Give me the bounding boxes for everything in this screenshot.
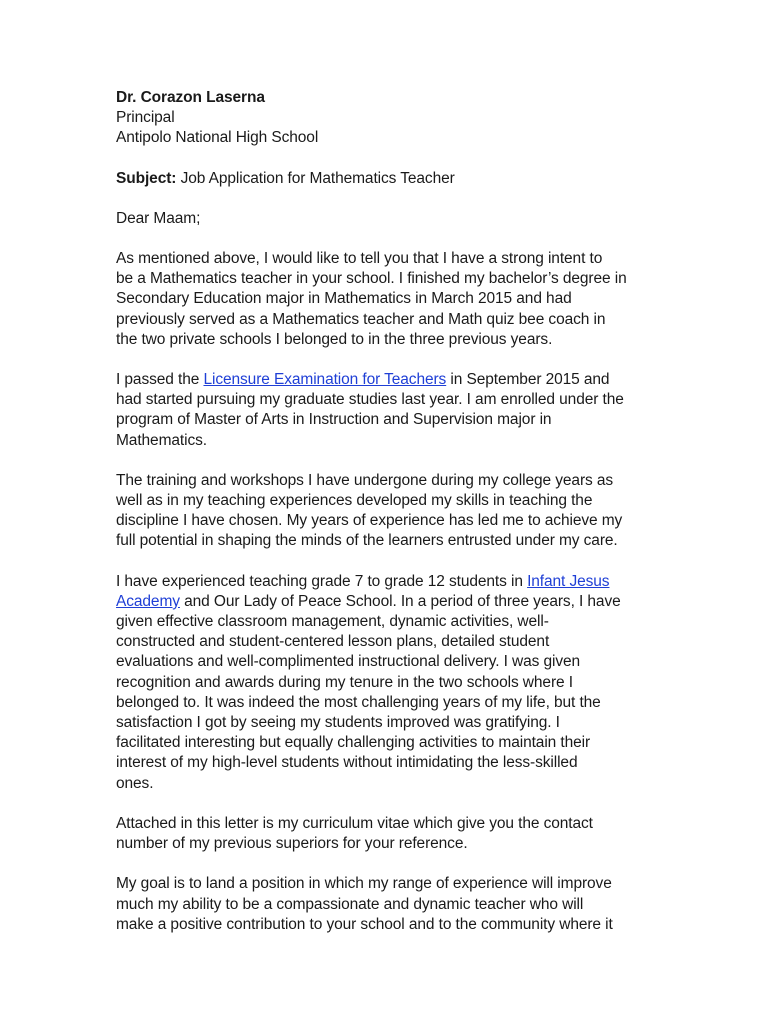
paragraph-line: satisfaction I got by seeing my students improved was gratifying. I bbox=[116, 714, 560, 732]
paragraph-line: belonged to. It was indeed the most challenging years of my life, but the bbox=[116, 693, 601, 711]
paragraph-attachment bbox=[116, 814, 656, 854]
infant-jesus-academy-link[interactable]: Academy bbox=[116, 592, 180, 610]
paragraph-line: Secondary Education major in Mathematics in March 2015 and had bbox=[116, 290, 572, 308]
paragraph-line: As mentioned above, I would like to tell you that I have a strong intent to bbox=[116, 250, 603, 268]
text-run: in September 2015 and bbox=[446, 371, 610, 389]
subject-text: Job Application for Mathematics Teacher bbox=[176, 169, 455, 187]
paragraph-line: full potential in shaping the minds of the learners entrusted under my care. bbox=[116, 532, 618, 550]
text-run: and Our Lady of Peace School. In a period of three years, I have bbox=[179, 592, 621, 610]
salutation: Dear Maam; bbox=[116, 209, 201, 227]
recipient-name: Dr. Corazon Laserna bbox=[116, 89, 265, 106]
paragraph-line: program of Master of Arts in Instruction and Supervision major in bbox=[116, 411, 552, 429]
subject-label: Subject: bbox=[116, 169, 177, 187]
paragraph-licensure bbox=[116, 370, 656, 451]
paragraph-line: Attached in this letter is my curriculum vitae which give you the contact bbox=[116, 814, 593, 832]
paragraph-intent bbox=[116, 249, 656, 350]
paragraph-line: discipline I have chosen. My years of experience has led me to achieve my bbox=[116, 512, 623, 530]
recipient-school: Antipolo National High School bbox=[116, 129, 319, 147]
paragraph-line: be a Mathematics teacher in your school. I finished my bachelor’s degree in bbox=[116, 270, 627, 288]
paragraph-line: Mathematics. bbox=[116, 431, 207, 449]
paragraph-line: given effective classroom management, dynamic activities, well- bbox=[116, 613, 549, 631]
paragraph-line: interest of my high-level students without intimidating the less-skilled bbox=[116, 754, 578, 772]
paragraph-line: make a positive contribution to your school and to the community where it bbox=[116, 915, 613, 933]
paragraph-line: constructed and student-centered lesson plans, detailed student bbox=[116, 633, 550, 651]
paragraph-line: number of my previous superiors for your reference. bbox=[116, 835, 468, 853]
paragraph-line: The training and workshops I have undergone during my college years as bbox=[116, 471, 614, 489]
paragraph-goal bbox=[116, 874, 656, 935]
paragraph-line: well as in my teaching experiences developed my skills in teaching the bbox=[116, 492, 593, 510]
licensure-exam-link[interactable]: Licensure Examination for Teachers bbox=[203, 371, 447, 389]
paragraph-line: recognition and awards during my tenure in the two schools where I bbox=[116, 673, 573, 691]
paragraph-line bbox=[116, 370, 656, 390]
paragraph-training bbox=[116, 471, 656, 552]
paragraph-line: evaluations and well-complimented instructional delivery. I was given bbox=[116, 653, 581, 671]
paragraph-line: My goal is to land a position in which my range of experience will improve bbox=[116, 875, 612, 893]
paragraph-line: ones. bbox=[116, 774, 154, 792]
paragraph-line: the two private schools I belonged to in the three previous years. bbox=[116, 330, 553, 348]
paragraph-line: much my ability to be a compassionate and dynamic teacher who will bbox=[116, 895, 584, 913]
paragraph-line: had started pursuing my graduate studies last year. I am enrolled under the bbox=[116, 391, 624, 409]
paragraph-experience bbox=[116, 572, 656, 794]
infant-jesus-academy-link[interactable]: Infant Jesus bbox=[527, 572, 610, 590]
paragraph-line: previously served as a Mathematics teacher and Math quiz bee coach in bbox=[116, 310, 606, 328]
text-run: I have experienced teaching grade 7 to grade 12 students in bbox=[116, 572, 528, 590]
paragraph-line bbox=[116, 592, 656, 612]
recipient-title: Principal bbox=[116, 109, 175, 127]
subject-line bbox=[116, 169, 656, 189]
paragraph-line bbox=[116, 572, 656, 592]
text-run: I passed the bbox=[116, 371, 204, 389]
letter-body bbox=[116, 88, 656, 935]
paragraph-line: facilitated interesting but equally challenging activities to maintain their bbox=[116, 734, 591, 752]
